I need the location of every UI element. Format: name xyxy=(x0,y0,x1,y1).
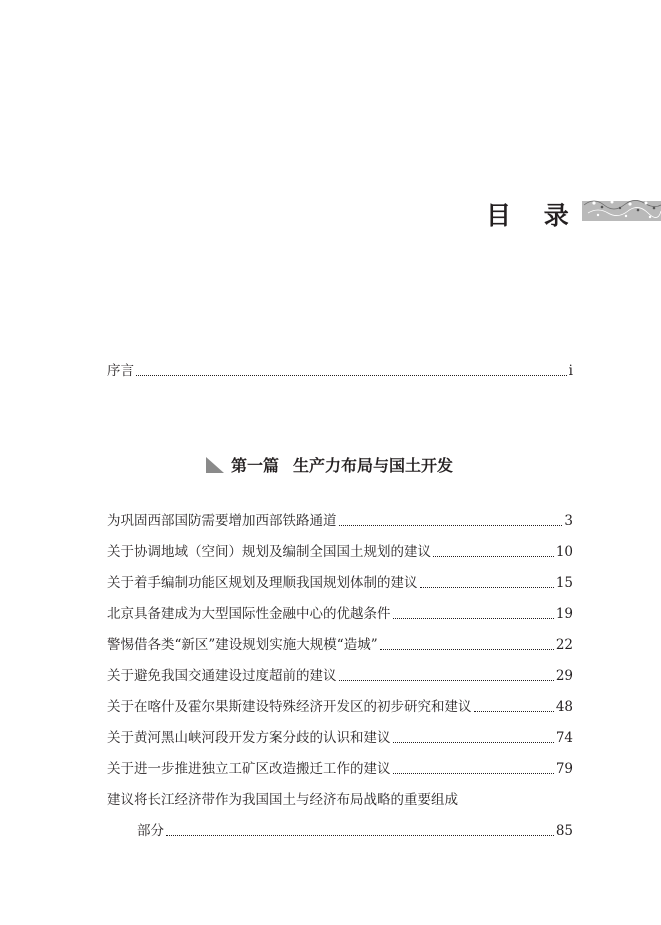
toc-page-number: 74 xyxy=(555,730,573,746)
toc-page-number: 19 xyxy=(555,606,573,622)
toc-entry-title: 北京具备建成为大型国际性金融中心的优越条件 xyxy=(107,606,391,622)
toc-entry[interactable] xyxy=(107,759,573,779)
leader-dots xyxy=(393,742,554,743)
toc-entry-title: 关于在喀什及霍尔果斯建设特殊经济开发区的初步研究和建议 xyxy=(107,699,472,715)
toc-entry-title: 警惕借各类“新区”建设规划实施大规模“造城” xyxy=(107,637,378,653)
toc-entry[interactable] xyxy=(107,697,573,717)
toc-entry[interactable] xyxy=(107,728,573,748)
toc-page-number: 22 xyxy=(555,637,573,653)
toc-page-number: 48 xyxy=(555,699,573,715)
toc-page-number: 15 xyxy=(555,575,573,591)
leader-dots xyxy=(420,587,554,588)
toc-entry[interactable] xyxy=(107,635,573,655)
leader-dots xyxy=(393,773,554,774)
page-title: 目 录 xyxy=(486,201,581,230)
leader-dots xyxy=(339,525,563,526)
toc-entry-title: 关于协调地域（空间）规划及编制全国国土规划的建议 xyxy=(107,544,431,560)
leader-dots xyxy=(433,556,554,557)
leader-dots xyxy=(166,835,554,836)
toc-page-number: i xyxy=(568,363,573,379)
leader-dots xyxy=(380,649,554,650)
triangle-marker-icon xyxy=(206,455,224,473)
toc-entry[interactable] xyxy=(137,821,573,841)
leader-dots xyxy=(474,711,554,712)
toc-entry-title-line2: 部分 xyxy=(137,823,164,839)
toc-entry[interactable] xyxy=(107,666,573,686)
toc-entry-title: 为巩固西部国防需要增加西部铁路通道 xyxy=(107,513,337,529)
toc-entry-title: 关于进一步推进独立工矿区改造搬迁工作的建议 xyxy=(107,761,391,777)
toc-entry[interactable] xyxy=(107,573,573,593)
toc-entry-title: 序言 xyxy=(107,363,134,379)
part-heading xyxy=(206,452,453,476)
leader-dots xyxy=(393,618,554,619)
toc-entry-title: 关于着手编制功能区规划及理顺我国规划体制的建议 xyxy=(107,575,418,591)
toc-entry-title: 关于避免我国交通建设过度超前的建议 xyxy=(107,668,337,684)
leader-dots xyxy=(339,680,554,681)
toc-page-number: 85 xyxy=(555,823,573,839)
toc-page-number: 3 xyxy=(564,513,573,529)
toc-entry-title-line1[interactable]: 建议将长江经济带作为我国国土与经济布局战略的重要组成 xyxy=(107,792,458,808)
toc-entry[interactable] xyxy=(107,542,573,562)
part-title: 生产力布局与国土开发 xyxy=(293,455,454,475)
leader-dots xyxy=(136,375,567,376)
toc-entry[interactable] xyxy=(107,511,573,531)
floral-ornament-icon xyxy=(582,193,661,225)
toc-entry-title: 关于黄河黑山峡河段开发方案分歧的认识和建议 xyxy=(107,730,391,746)
toc-entry[interactable] xyxy=(107,604,573,624)
toc-page-number: 10 xyxy=(555,544,573,560)
part-label: 第一篇 xyxy=(231,455,280,475)
toc-entry-preface[interactable] xyxy=(107,361,573,381)
toc-page-number: 29 xyxy=(555,668,573,684)
toc-page-number: 79 xyxy=(555,761,573,777)
